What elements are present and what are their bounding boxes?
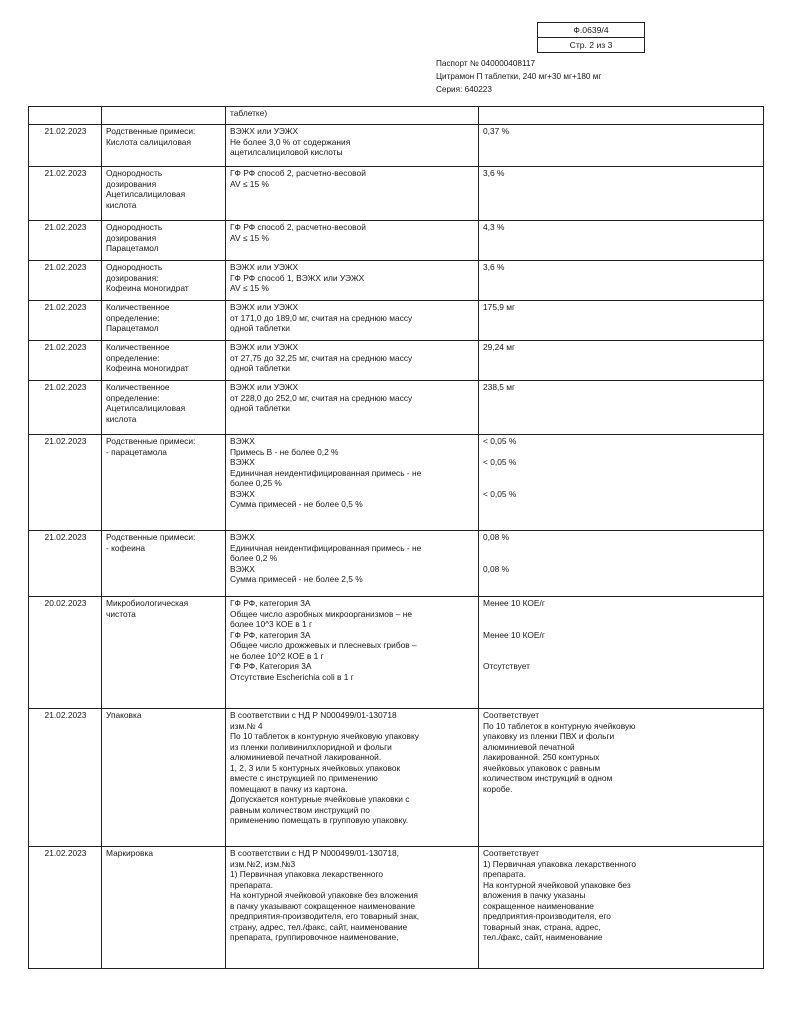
test-name (102, 125, 226, 167)
test-requirement (226, 597, 479, 709)
test-result-line: Отсутствует (483, 661, 530, 671)
test-requirement-line: AV ≤ 15 % (230, 232, 269, 243)
test-requirement (226, 381, 479, 435)
table-row (29, 709, 764, 847)
test-requirement-line: Отсутствие Escherichia coli в 1 г (230, 671, 354, 682)
carryover-text: таблетке) (226, 107, 479, 125)
test-name-line: Родственные примеси: (106, 532, 196, 542)
form-code-box (537, 22, 645, 53)
test-requirement-line: от 171,0 до 189,0 мг, считая на среднюю массу (230, 312, 413, 323)
test-results-table (28, 106, 764, 969)
test-name-line: Парацетамол (106, 243, 159, 253)
test-result-line: 238,5 мг (483, 382, 516, 392)
test-result (479, 125, 764, 167)
test-name-line: Родственные примеси: (106, 436, 196, 446)
test-date: 21.02.2023 (29, 435, 102, 531)
test-requirement-line: равным количеством инструкций по (230, 804, 370, 815)
test-result (479, 167, 764, 221)
table-row (29, 847, 764, 969)
test-requirement-line: Общее число аэробных микроорганизмов – не (230, 608, 413, 619)
test-requirement-line: ГФ РФ, категория 3А (230, 598, 311, 608)
test-result-line (483, 468, 760, 479)
test-date: 21.02.2023 (29, 847, 102, 969)
test-requirement-line: более 0,2 % (230, 553, 278, 563)
test-date: 21.02.2023 (29, 261, 102, 301)
test-name-line: - кофеина (106, 542, 146, 553)
test-requirement-line: одной таблетки (230, 323, 290, 333)
table-row (29, 341, 764, 381)
table-row (29, 435, 764, 531)
test-requirement-line: ВЭЖХ (230, 436, 255, 446)
test-result-line: сокращенное наименование (483, 900, 594, 911)
test-requirement (226, 847, 479, 969)
test-requirement-line: 1, 2, 3 или 5 контурных ячейковых упаковок (230, 762, 401, 773)
test-requirement-line: ВЭЖХ или УЭЖХ (230, 342, 299, 352)
test-result-line: ячейковых упаковок с равным (483, 762, 601, 773)
test-requirement-line: вместе с инструкцией по применению (230, 773, 378, 783)
test-name-line: дозирования: (106, 272, 159, 283)
test-name-line: определение: (106, 352, 160, 363)
test-requirement-line: Не более 3,0 % от содержания (230, 136, 351, 147)
test-requirement-line: 1) Первичная упаковка лекарственного (230, 869, 384, 879)
test-name-line: Однородность (106, 168, 163, 178)
passport-number: Паспорт № 040000408117 (436, 59, 536, 68)
test-requirement-line: На контурной ячейковой упаковке без вложения (230, 890, 418, 900)
test-date: 21.02.2023 (29, 167, 102, 221)
test-date: 21.02.2023 (29, 531, 102, 597)
test-result (479, 597, 764, 709)
test-name-line: Парацетамол (106, 323, 159, 333)
passport-header (436, 57, 601, 96)
test-result-line (483, 609, 760, 620)
test-date: 21.02.2023 (29, 381, 102, 435)
test-requirement-line: ГФ РФ, Категория 3А (230, 661, 312, 671)
test-result-line: 0,08 % (483, 563, 510, 574)
test-name-line: Кислота салициловая (106, 136, 191, 147)
test-name-line: определение: (106, 312, 160, 323)
test-name (102, 709, 226, 847)
test-requirement-line: предприятия-производителя, его товарный знак, (230, 911, 420, 921)
table-row (29, 167, 764, 221)
test-requirement-line: ГФ РФ способ 2, расчетно-весовой (230, 222, 366, 232)
test-requirement-line: от 27,75 до 32,25 мг, считая на среднюю массу (230, 352, 413, 363)
test-date: 20.02.2023 (29, 597, 102, 709)
test-result-line: < 0,05 % (483, 436, 517, 446)
test-result (479, 381, 764, 435)
test-name-line: Маркировка (106, 848, 153, 858)
test-result-line: 4,3 % (483, 222, 505, 232)
test-result (479, 435, 764, 531)
test-name (102, 301, 226, 341)
test-name-line: Количественное (106, 342, 170, 352)
test-result-line: По 10 таблеток в контурную ячейковую (483, 720, 636, 731)
test-result-line: Менее 10 КОЕ/г (483, 629, 545, 640)
test-result (479, 341, 764, 381)
test-requirement (226, 261, 479, 301)
test-result-line: 175,9 мг (483, 302, 516, 312)
test-result-line: 29,24 мг (483, 342, 516, 352)
test-requirement (226, 221, 479, 261)
test-requirement-line: изм.№ 4 (230, 720, 263, 731)
table-row (29, 301, 764, 341)
test-result-line: < 0,05 % (483, 457, 517, 467)
test-requirement-line: Сумма примесей - не более 0,5 % (230, 499, 363, 509)
test-result-line: 1) Первичная упаковка лекарственного (483, 858, 637, 869)
form-code: Ф.0639/4 (573, 25, 609, 35)
test-name (102, 341, 226, 381)
product-name: Цитрамон П таблетки, 240 мг+30 мг+180 мг (436, 72, 602, 81)
test-name-line: Кофеина моногидрат (106, 363, 189, 373)
test-result (479, 301, 764, 341)
table-row (29, 597, 764, 709)
test-requirement-line: ВЭЖХ (230, 532, 255, 542)
test-name-line: Родственные примеси: (106, 126, 196, 136)
test-name (102, 847, 226, 969)
test-result-line: 3,6 % (483, 168, 505, 178)
test-result-line: препарата. (483, 869, 526, 879)
test-result-line (483, 619, 760, 630)
test-requirement-line: ВЭЖХ (230, 563, 255, 574)
table-row (29, 531, 764, 597)
test-result-line: Менее 10 КОЕ/г (483, 598, 545, 608)
test-requirement-line: страну, адрес, тел./факс, сайт, наименование (230, 921, 408, 932)
test-name-line: определение: (106, 392, 160, 403)
test-requirement-line: Единичная неидентифицированная примесь - не (230, 467, 422, 478)
test-requirement-line: В соответствии с НД Р N000499/01-130718 (230, 710, 397, 720)
test-requirement-line: AV ≤ 15 % (230, 178, 269, 189)
test-name-line: Количественное (106, 382, 170, 392)
test-requirement-line: более 0,25 % (230, 478, 282, 488)
test-name (102, 531, 226, 597)
test-name-line: кислота (106, 413, 137, 424)
test-name-line: Однородность (106, 262, 163, 272)
test-name-line: кислота (106, 199, 137, 210)
page-number: Стр. 2 из 3 (538, 37, 644, 52)
test-requirement-line: Допускается контурные ячейковые упаковки с (230, 794, 410, 804)
test-requirement-line: из пленки поливинилхлоридной и фольги (230, 741, 392, 752)
test-requirement-line: ГФ РФ способ 1, ВЭЖХ или УЭЖХ (230, 272, 365, 283)
test-name-line: Ацетилсалициловая (106, 189, 186, 199)
test-result (479, 531, 764, 597)
test-result-line (483, 640, 760, 651)
test-result-line: тел./факс, сайт, наименование (483, 932, 603, 942)
test-result-line: упаковку из пленки ПВХ и фольги (483, 731, 615, 741)
test-name-line: Количественное (106, 302, 170, 312)
test-requirement-line: Общее число дрожжевых и плесневых грибов – (230, 640, 417, 650)
test-requirement (226, 709, 479, 847)
test-requirement (226, 435, 479, 531)
test-result-line: алюминиевой печатной (483, 741, 575, 752)
test-name-line: Однородность (106, 222, 163, 232)
test-name-line: Кофеина моногидрат (106, 283, 189, 293)
test-result (479, 221, 764, 261)
test-name-line: Микробиологическая (106, 598, 189, 608)
test-requirement-line: препарата. (230, 879, 273, 890)
test-result-line: коробе. (483, 783, 513, 794)
test-requirement-line: более 10^3 КОЕ в 1 г (230, 619, 313, 629)
table-row (29, 261, 764, 301)
test-result-line: 3,6 % (483, 262, 505, 272)
test-date: 21.02.2023 (29, 221, 102, 261)
test-result-line (483, 447, 760, 458)
test-name (102, 167, 226, 221)
test-result-line: лакированной. 250 контурных (483, 752, 600, 762)
test-name-line: дозирования (106, 232, 157, 243)
test-requirement-line: ВЭЖХ или УЭЖХ (230, 302, 299, 312)
test-requirement-line: ВЭЖХ или УЭЖХ (230, 126, 299, 136)
test-requirement-line: препарата, группировочное наименование, (230, 932, 399, 942)
table-row (29, 381, 764, 435)
test-result-line (483, 553, 760, 564)
test-name-line: Упаковка (106, 710, 142, 720)
test-result-line: Соответствует (483, 710, 540, 720)
test-name-line: - парацетамола (106, 446, 167, 457)
test-requirement-line: ГФ РФ, категория 3А (230, 629, 311, 640)
test-requirement-line: помещают в пачку из картона. (230, 783, 348, 794)
test-result-line: вложения в пачку указаны (483, 890, 586, 900)
test-name-line: дозирования (106, 178, 157, 189)
test-requirement-line: алюминиевой печатной лакированной. (230, 752, 382, 762)
test-name-line: Ацетилсалициловая (106, 403, 186, 413)
test-result (479, 709, 764, 847)
test-date: 21.02.2023 (29, 341, 102, 381)
test-requirement-line: применению помещать в групповую упаковку. (230, 815, 409, 825)
test-requirement-line: Примесь B - не более 0,2 % (230, 446, 339, 457)
test-requirement-line: ВЭЖХ (230, 457, 255, 467)
test-name (102, 435, 226, 531)
test-requirement-line: не более 10^2 КОЕ в 1 г (230, 650, 324, 661)
test-name-line: чистота (106, 608, 136, 619)
test-requirement-line: изм.№2, изм.№3 (230, 858, 296, 869)
test-result (479, 261, 764, 301)
table-row (29, 125, 764, 167)
carryover-row (29, 107, 764, 125)
test-result-line: товарный знак, страна, адрес, (483, 921, 601, 932)
test-requirement (226, 125, 479, 167)
test-requirement-line: Единичная неидентифицированная примесь - не (230, 542, 422, 553)
test-requirement-line: В соответствии с НД Р N000499/01-130718, (230, 848, 399, 858)
test-date: 21.02.2023 (29, 709, 102, 847)
test-result-line (483, 651, 760, 662)
test-result-line: На контурной ячейковой упаковке без (483, 879, 631, 890)
test-result-line: Соответствует (483, 848, 540, 858)
test-result-line (483, 478, 760, 489)
test-requirement-line: Сумма примесей - не более 2,5 % (230, 574, 363, 584)
test-requirement (226, 531, 479, 597)
test-requirement-line: одной таблетки (230, 403, 290, 413)
test-result-line: 0,37 % (483, 126, 510, 136)
test-requirement-line: от 228,0 до 252,0 мг, считая на среднюю массу (230, 392, 413, 403)
test-requirement-line: в пачку указывают сокращенное наименование (230, 900, 416, 911)
test-requirement (226, 341, 479, 381)
test-requirement (226, 167, 479, 221)
test-requirement-line: ацетилсалициловой кислоты (230, 147, 343, 157)
table-row (29, 221, 764, 261)
test-requirement-line: одной таблетки (230, 363, 290, 373)
test-requirement-line: AV ≤ 15 % (230, 283, 269, 293)
test-result-line (483, 543, 760, 554)
test-requirement-line: ВЭЖХ или УЭЖХ (230, 382, 299, 392)
test-requirement (226, 301, 479, 341)
test-result-line: < 0,05 % (483, 488, 517, 499)
test-result-line: предприятия-производителя, его (483, 911, 611, 921)
test-requirement-line: По 10 таблеток в контурную ячейковую упаковку (230, 731, 419, 741)
test-result (479, 847, 764, 969)
test-name (102, 597, 226, 709)
test-name (102, 261, 226, 301)
test-requirement-line: ВЭЖХ или УЭЖХ (230, 262, 299, 272)
test-date: 21.02.2023 (29, 301, 102, 341)
test-result-line: количеством инструкций в одном (483, 773, 613, 783)
series-number: Серия: 640223 (436, 85, 492, 94)
test-name (102, 221, 226, 261)
test-name (102, 381, 226, 435)
test-requirement-line: ВЭЖХ (230, 488, 255, 499)
test-date: 21.02.2023 (29, 125, 102, 167)
test-result-line: 0,08 % (483, 532, 510, 542)
test-requirement-line: ГФ РФ способ 2, расчетно-весовой (230, 168, 366, 178)
